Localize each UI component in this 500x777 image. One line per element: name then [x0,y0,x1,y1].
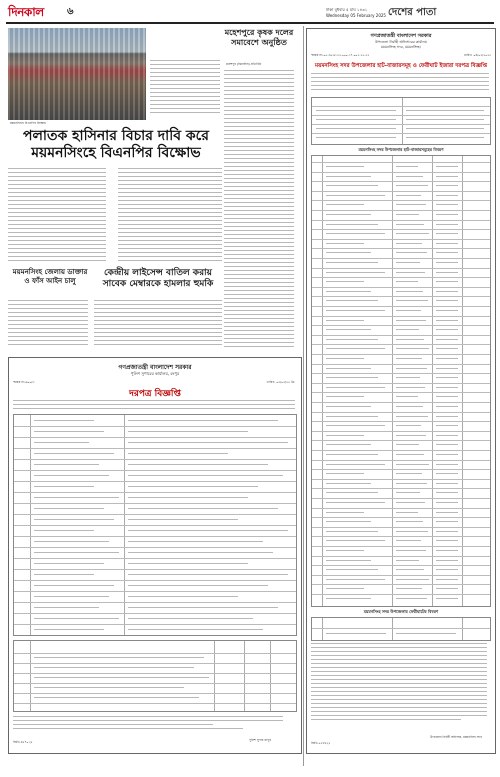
market-row-name [326,339,378,340]
market-row [312,469,490,470]
market-row-name [326,204,364,205]
market-row-amount [436,204,458,205]
market-row [312,277,490,278]
market-row-value [396,521,423,522]
market-row-name [326,310,385,311]
market-row-value [396,435,426,436]
market-row-amount [436,195,458,196]
market-row-value [396,579,429,580]
market-row [312,229,490,230]
gov-left-ref: স্মারক নং-৬০০/৩ [13,380,35,384]
market-row [312,181,490,182]
market-row-value [396,243,422,244]
market-row-name [326,483,371,484]
market-row [312,172,490,173]
market-row-amount [436,281,458,282]
market-row-name [326,233,385,234]
market-row-value [396,550,426,551]
market-row-name [326,252,371,253]
market-row [312,565,490,566]
tender-notice-right [306,28,496,754]
market-row-name [326,435,364,436]
market-row [312,556,490,557]
market-row-amount [436,310,458,311]
market-row [312,498,490,499]
market-row-name [326,454,378,455]
market-table-title: ময়মনসিংহ সদর উপজেলার হাট-বাজারসমূহের বিবরণ [358,147,444,152]
market-row-name [326,569,378,570]
market-row-name [326,396,364,397]
market-row-name [326,272,385,273]
market-row-value [396,214,419,215]
market-row-name [326,358,364,359]
market-row-amount [436,483,458,484]
market-row-amount [436,377,458,378]
main-story-columns [8,168,223,268]
market-row-name [326,214,371,215]
market-row [312,373,490,374]
market-row-value [396,262,420,263]
market-row-name [326,473,364,474]
market-row [312,325,490,326]
market-row-value [396,320,426,321]
market-row [312,287,490,288]
market-row-amount [436,329,458,330]
market-row [312,450,490,451]
market-row-value [396,185,428,186]
market-row [312,306,490,307]
story2-headline: কেন্দ্রীয় লাইসেন্স বাতিল করায় সাবেক মেম্বারকে হামলার হুমকি [102,268,214,289]
market-row-value [396,195,421,196]
market-row-value [396,588,422,589]
market-row [312,364,490,365]
ferry-table [311,617,491,641]
market-row-amount [436,444,458,445]
market-row [312,440,490,441]
gov-right-date: তারিখ: ০৪/০২/২০২৫ [463,53,491,57]
market-row-value [396,569,424,570]
market-row-name [326,348,385,349]
market-row-amount [436,233,458,234]
gov-left-date: তারিখ: ০২/০২/২৫ খ্রি: [266,380,295,384]
market-row-value [396,464,429,465]
market-row [312,210,490,211]
market-row-name [326,224,378,225]
market-row [312,402,490,403]
market-row-value [396,339,424,340]
market-row-amount [436,272,458,273]
market-row-amount [436,502,458,503]
market-row [312,248,490,249]
market-row [312,239,490,240]
market-row-name [326,176,371,177]
market-row-value [396,483,427,484]
market-table [311,155,491,607]
market-row [312,162,490,163]
market-row-value [396,492,420,493]
market-row [312,412,490,413]
market-row-value [396,368,427,369]
column-divider [303,26,304,766]
market-row-name [326,377,378,378]
market-row [312,575,490,576]
market-row [312,200,490,201]
market-row-amount [436,252,458,253]
gov-right-sub1: উপজেলা নির্বাহী অফিসারের কার্যালয় [375,40,427,44]
protest-photo [8,28,146,120]
market-row [312,354,490,355]
market-row-amount [436,492,458,493]
story-text-block [150,60,221,122]
market-row-amount [436,214,458,215]
market-row [312,258,490,259]
main-headline: পলাতক হাসিনার বিচার দাবি করে ময়মনসিংহে বিএনপির বিক্ষোভ [22,128,210,161]
market-row-name [326,512,364,513]
market-row-value [396,281,418,282]
market-row-value [396,387,425,388]
market-row [312,546,490,547]
market-row-name [326,166,364,167]
market-row-value [396,502,425,503]
market-row [312,584,490,585]
market-row-value [396,560,419,561]
ferry-table-title: ময়মনসিংহ সদর উপজেলার ফেরীঘাটের বিবরণ [363,609,439,614]
market-row-amount [436,243,458,244]
market-row-value [396,176,423,177]
market-row-name [326,550,364,551]
market-row-value [396,598,427,599]
date-english: Wednesday 05 February 2025 [326,13,386,18]
gov-right-signature: উপজেলা নির্বাহী অফিসার, ময়মনসিংহ সদর [430,735,482,739]
market-row-name [326,425,385,426]
market-row-amount [436,598,458,599]
market-row [312,268,490,269]
market-row-amount [436,358,458,359]
gov-right-sub2: ময়মনসিংহ সদর, ময়মনসিংহ। [380,45,422,49]
market-row-name [326,416,378,417]
market-row-value [396,348,429,349]
market-row [312,191,490,192]
market-row-amount [436,425,458,426]
story1-headline: ময়মনসিংহ জেলায় ডাক্তার ও ফাঁস আইন চালু [12,268,88,285]
market-row [312,296,490,297]
market-row [312,594,490,595]
market-row-amount [436,262,458,263]
section-title: দেশের পাতা [388,7,437,18]
market-row-amount [436,396,458,397]
lower-left-stories [8,300,223,355]
market-row-name [326,521,371,522]
gov-left-title: গণপ্রজাতন্ত্রী বাংলাদেশ সরকার [118,364,192,371]
market-row-amount [436,406,458,407]
market-row-amount [436,387,458,388]
market-row-name [326,368,371,369]
market-row-value [396,425,421,426]
gov-left-footer: জিডি-৪৫৭০ (৫ [13,740,33,744]
market-row-value [396,512,418,513]
gov-left-sub: পুলিশ সুপারের কার্যালয়, রংপুর [130,371,180,376]
market-row [312,421,490,422]
gov-right-title: গণপ্রজাতন্ত্রী বাংলাদেশ সরকার [370,33,432,39]
market-row-amount [436,550,458,551]
terms-block [311,643,489,733]
market-row-value [396,291,423,292]
center-byline: মহেশপুর (ঝিনাইদহ) প্রতিনিধি [226,62,262,66]
market-row-value [396,531,428,532]
gov-left-notice-title: দরপত্র বিজ্ঞপ্তি [129,389,181,399]
market-row [312,392,490,393]
market-row-value [396,329,419,330]
market-row-amount [436,416,458,417]
market-row-name [326,540,385,541]
market-row-name [326,291,371,292]
market-row [312,383,490,384]
market-row-name [326,579,385,580]
market-row [312,344,490,345]
market-row-value [396,454,424,455]
market-row-amount [436,176,458,177]
market-row-name [326,560,371,561]
market-row-name [326,502,385,503]
market-row-name [326,588,364,589]
market-row-amount [436,531,458,532]
market-row-value [396,377,420,378]
tender-table-left [13,414,297,636]
market-row-value [396,300,428,301]
market-row-amount [436,454,458,455]
market-row [312,220,490,221]
market-row-amount [436,512,458,513]
market-row-amount [436,291,458,292]
masthead-rule [6,22,494,24]
market-row-amount [436,579,458,580]
market-row-name [326,531,378,532]
market-row-value [396,358,422,359]
date-bangla: ঢাকা বুধবার ৫ মাঘ ১৪৩১ [326,7,368,12]
market-row-amount [436,473,458,474]
tender-notice-left [8,357,302,754]
market-row [312,488,490,489]
market-row-amount [436,348,458,349]
market-row-value [396,396,418,397]
market-row-amount [436,521,458,522]
gov-right-footer: জিডি-৫৫৮৬ (৫ [311,741,331,745]
market-row-amount [436,435,458,436]
center-story-text [224,70,304,350]
market-row-name [326,387,385,388]
gov-right-memo: স্মারক নং-০৫.৩৯.৬১৫২.০০০.১৭.০০১.২৫-৫২ [311,53,370,57]
market-row-amount [436,339,458,340]
market-row-name [326,300,378,301]
market-row-amount [436,300,458,301]
market-row-value [396,272,425,273]
market-row-value [396,444,419,445]
market-row-amount [436,185,458,186]
market-row [312,517,490,518]
market-row-amount [436,540,458,541]
market-row-name [326,243,364,244]
photo-caption: ময়মনসিংহে বিএনপির বিক্ষোভ [10,121,47,125]
market-row-name [326,492,378,493]
market-row-name [326,281,364,282]
market-row-value [396,252,427,253]
market-row [312,527,490,528]
market-row-name [326,329,371,330]
market-row-name [326,598,371,599]
market-rows [312,156,490,606]
market-row [312,536,490,537]
market-row-name [326,185,378,186]
market-row-value [396,416,428,417]
market-row-amount [436,464,458,465]
market-row-value [396,406,423,407]
market-row-amount [436,569,458,570]
page-number: ৬ [67,6,74,17]
schedule-table [311,97,491,145]
market-row-value [396,310,421,311]
market-row [312,335,490,336]
market-row [312,460,490,461]
price-table-left [13,640,297,712]
market-row-name [326,195,385,196]
market-row [312,479,490,480]
market-row-value [396,204,426,205]
market-row-name [326,262,378,263]
gov-left-signature: পুলিশ সুপার রংপুর [249,738,271,742]
market-row-value [396,540,421,541]
market-row-value [396,233,429,234]
market-row-value [396,473,422,474]
market-row [312,508,490,509]
newspaper-logo: দিনকাল [8,5,44,19]
market-row-amount [436,368,458,369]
market-row-name [326,320,364,321]
market-row-name [326,444,371,445]
market-row-value [396,224,424,225]
gov-right-notice-title: ময়মনসিংহ সদর উপজেলার হাট-বাজারসমূহ ও ফেরীঘাট ইজারা দরপত্র বিজ্ঞপ্তি [315,63,487,69]
market-row-name [326,406,371,407]
market-row-amount [436,224,458,225]
market-row [312,431,490,432]
market-row-value [396,166,418,167]
market-row-amount [436,320,458,321]
market-row-amount [436,588,458,589]
market-row [312,316,490,317]
market-row-amount [436,166,458,167]
market-row-amount [436,560,458,561]
center-headline: মহেশপুরে কৃষক দলের সমাবেশে অনুষ্ঠিত [224,28,294,47]
market-row-name [326,464,385,465]
